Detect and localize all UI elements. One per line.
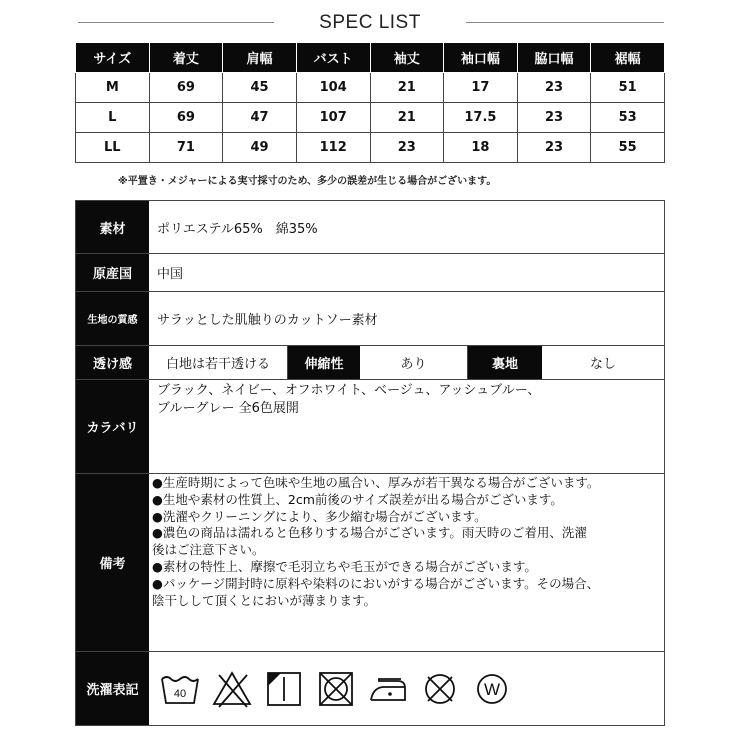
remark-line: ●濃色の商品は濡れると色移りする場合がございます。雨天時のご着用、洗濯 [152, 525, 587, 541]
table-cell: LL [76, 133, 150, 163]
table-cell: 112 [296, 133, 370, 163]
spec-label: 伸縮性 [288, 346, 360, 379]
table-cell: L [76, 103, 150, 133]
spec-label: カラバリ [76, 380, 149, 473]
spec-row-colors [76, 380, 664, 474]
spec-label: 原産国 [76, 254, 149, 291]
wash-40-icon [159, 668, 201, 710]
svg-text:W: W [483, 679, 501, 699]
spec-row-care [76, 652, 664, 726]
table-cell: 17 [444, 73, 518, 103]
spec-table [75, 200, 665, 726]
table-cell: 53 [591, 103, 665, 133]
iron-low-icon [367, 668, 409, 710]
measurement-note: ※平置き・メジャーによる実寸採寸のため、多少の誤差が生じる場合がございます。 [118, 176, 497, 187]
table-row [76, 103, 665, 133]
colors-line: ブルーグレー 全6色展開 [157, 401, 299, 416]
table-cell: 17.5 [444, 103, 518, 133]
remark-line: 後はご注意下さい。 [152, 542, 265, 558]
table-cell: 23 [517, 133, 591, 163]
svg-text:40: 40 [173, 687, 187, 700]
no-bleach-icon [211, 668, 253, 710]
table-cell: 45 [223, 73, 297, 103]
title-rule-right [466, 22, 664, 23]
header-cuff: 袖口幅 [444, 43, 518, 73]
spec-row-material [76, 201, 664, 254]
remark-line: ●素材の特性上、摩擦で毛羽立ちや毛玉ができる場合がございます。 [152, 558, 537, 574]
lining-value: なし [589, 357, 616, 372]
remark-line: 陰干しして頂くとにおいが薄まります。 [152, 592, 377, 608]
header-length: 着丈 [149, 43, 223, 73]
spec-label: 透け感 [76, 346, 149, 379]
table-cell: 21 [370, 73, 444, 103]
table-cell: M [76, 73, 150, 103]
colors-line: ブラック、ネイビー、オフホワイト、ベージュ、アッシュブルー、 [157, 383, 541, 398]
page-title: SPEC LIST [319, 12, 421, 33]
header-sleeve: 袖丈 [370, 43, 444, 73]
size-table [75, 42, 665, 163]
size-table-header [76, 43, 665, 73]
spec-label: 洗濯表記 [76, 652, 149, 725]
spec-row-remarks [76, 474, 664, 652]
line-dry-shade-icon [263, 668, 305, 710]
colors-value [149, 380, 664, 473]
header-bust: バスト [296, 43, 370, 73]
table-cell: 21 [370, 103, 444, 133]
remarks-value [149, 474, 664, 651]
table-cell: 18 [444, 133, 518, 163]
spec-row-texture [76, 292, 664, 346]
table-cell: 23 [370, 133, 444, 163]
header-armhole: 脇口幅 [517, 43, 591, 73]
spec-label: 裏地 [468, 346, 542, 379]
spec-row-origin [76, 254, 664, 292]
stretch-value: あり [360, 346, 468, 379]
spec-label: 生地の質感 [76, 292, 149, 345]
table-row [76, 133, 665, 163]
header-shoulder: 肩幅 [223, 43, 297, 73]
table-cell: 23 [517, 103, 591, 133]
table-cell: 55 [591, 133, 665, 163]
no-dry-clean-icon [419, 668, 461, 710]
table-cell: 51 [591, 73, 665, 103]
header-hem: 裾幅 [591, 43, 665, 73]
table-cell: 107 [296, 103, 370, 133]
table-cell: 104 [296, 73, 370, 103]
remark-line: ●洗濯やクリーニングにより、多少縮む場合がございます。 [152, 508, 487, 524]
material-value: ポリエステル65% 綿35% [157, 221, 318, 237]
transparency-value: 白地は若干透ける [149, 346, 288, 379]
no-tumble-dry-icon [315, 668, 357, 710]
remark-line: ●生産時期によって色味や生地の風合い、厚みが若干異なる場合がございます。 [152, 475, 600, 490]
texture-value: サラッとした肌触りのカットソー素材 [157, 313, 378, 328]
header-size: サイズ [76, 43, 150, 73]
wet-clean-icon [471, 668, 513, 710]
table-cell: 71 [149, 133, 223, 163]
table-cell: 49 [223, 133, 297, 163]
care-icons [149, 652, 664, 725]
table-row [76, 73, 665, 103]
table-cell: 47 [223, 103, 297, 133]
remark-line: ●生地や素材の性質上、2cm前後のサイズ誤差が出る場合がございます。 [152, 491, 563, 507]
table-cell: 69 [149, 73, 223, 103]
spec-label: 備考 [76, 474, 149, 651]
spec-label: 素材 [76, 201, 149, 253]
table-cell: 69 [149, 103, 223, 133]
origin-value: 中国 [157, 267, 184, 282]
title-rule-left [78, 22, 274, 23]
remark-line: ●パッケージ開封時に原料や染料のにおいがする場合がございます。その場合、 [152, 575, 600, 591]
spec-row-properties [76, 346, 664, 380]
table-cell: 23 [517, 73, 591, 103]
